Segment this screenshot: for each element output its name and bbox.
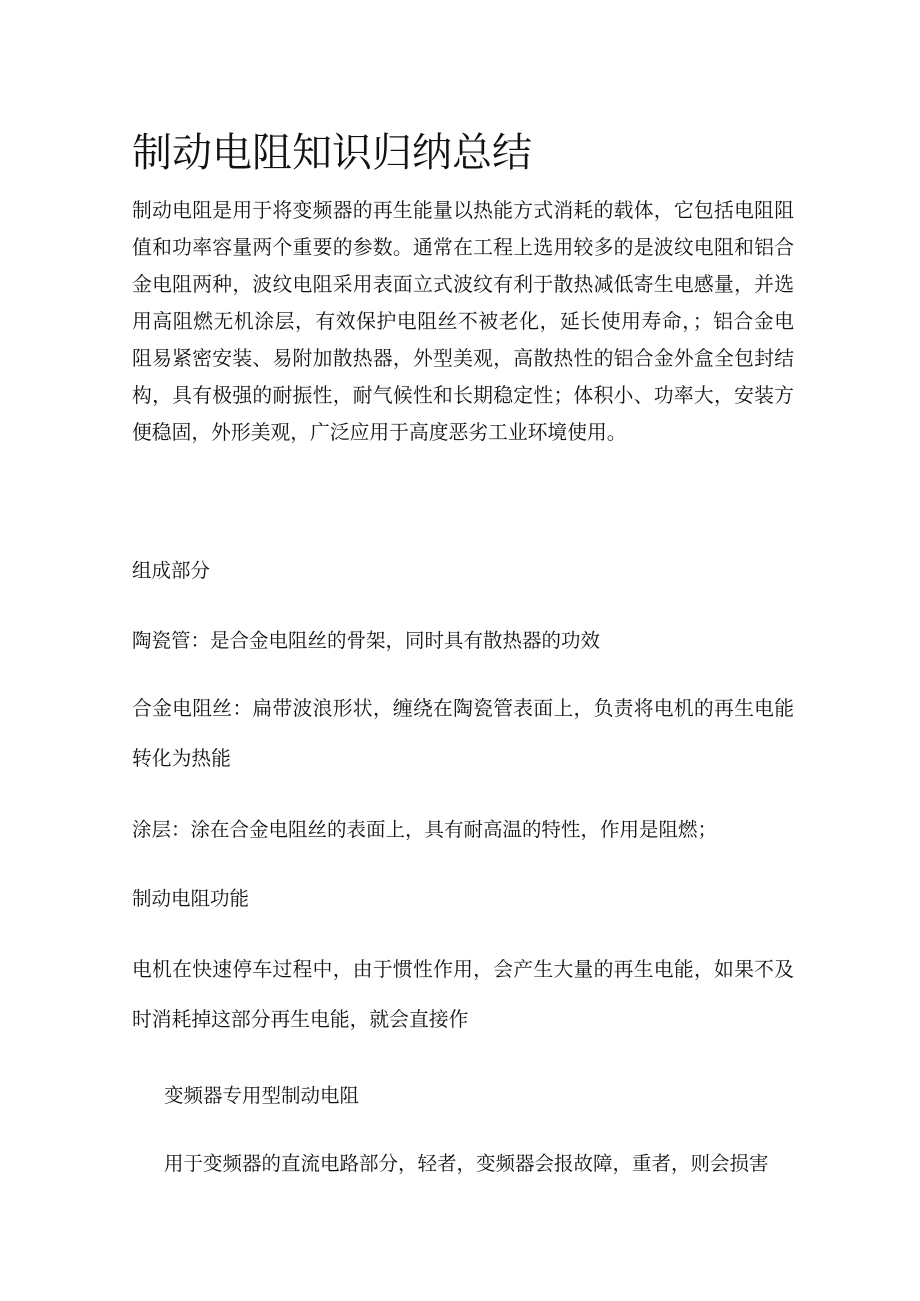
alloy-wire-paragraph: 合金电阻丝：扁带波浪形状，缠绕在陶瓷管表面上，负责将电机的再生电能转化为热能: [132, 697, 794, 770]
intro-paragraph: 制动电阻是用于将变频器的再生能量以热能方式消耗的载体，它包括电阻阻值和功率容量两个重要的参数。通常在工程上选用较多的是波纹电阻和铝合金电阻两种，波纹电阻采用表面立式波纹有利于散热减低寄生电感量，并选用高阻燃无机涂层，有效保护电阻丝不被老化，延长使用寿命，；铝合金电阻易紧密安装、易附加散热器，外型美观，高散热性的铝合金外盒全包封结构，具有极强的耐振性，耐气候性和长期稳定性；体积小、功率大，安装方便稳固，外形美观，广泛应用于高度恶劣工业环境使用。: [132, 199, 794, 444]
ceramic-tube-paragraph: 陶瓷管：是合金电阻丝的骨架，同时具有散热器的功效: [132, 629, 601, 652]
inverter-resistor-heading: 变频器专用型制动电阻: [164, 1084, 360, 1107]
function-paragraph: 电机在快速停车过程中，由于惯性作用，会产生大量的再生电能，如果不及时消耗掉这部分再生电能，就会直接作: [132, 958, 794, 1031]
document-title: 制动电阻知识归纳总结: [132, 130, 532, 176]
section-heading-function: 制动电阻功能: [132, 887, 250, 910]
section-heading-components: 组成部分: [132, 559, 211, 582]
inverter-resistor-paragraph: 用于变频器的直流电路部分，轻者，变频器会报故障，重者，则会损害: [164, 1152, 769, 1175]
coating-paragraph: 涂层：涂在合金电阻丝的表面上，具有耐高温的特性，作用是阻燃；: [132, 818, 718, 841]
